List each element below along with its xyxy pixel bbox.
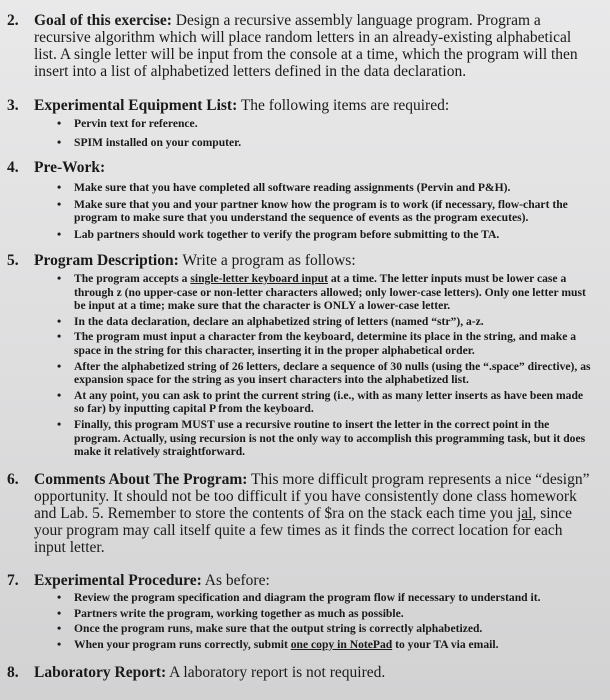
section-body [34,664,592,681]
bullet-icon: • [57,621,62,636]
bullet-icon: • [57,226,62,241]
list-item: • At any point, you can ask to print the current string (i.e., with as many letter inserts as have been made so far) by inputting capital P from the keyboard. [57,387,584,416]
bullet-icon: • [57,313,62,328]
section-text: The following items are required: [237,97,450,114]
section-text: Design a recursive assembly language program. Program a recursive algorithm which will place random letters in an already-existing alphabetical list. A single letter will be input from the console at a time, which the program will then insert into a list of alphabetized letters defined in the data declaration. [34,12,578,80]
section-number: 5. [7,252,19,269]
section-number: 4. [7,159,19,176]
section-heading: Comments About The Program: [34,471,248,488]
section-body [34,12,592,80]
jal-term: jal [516,505,533,522]
bullet-icon: • [57,358,62,373]
list-item: • Lab partners should work together to verify the program before submitting to the TA. [57,226,500,241]
section-text: Write a program as follows: [178,252,356,269]
section-body: Comments About The Program: This more difficult program represents a nice “design” opportunity. It should not be too difficult if you have consistently done class homework and Lab. 5. Remember to store the contents of $ra on the stack each time you jal, since your program may call itself quite a few times as it finds the correct location for each input letter. [34,471,590,556]
section-number: 6. [7,471,19,488]
list-item: • The program must input a character from the keyboard, determine its place in the string, and make a space in the string for this character, inserting it in the proper alphabetical order. [57,329,577,357]
bullet-icon: • [57,271,62,285]
bullet-icon: • [57,416,62,431]
list-item: • In the data declaration, declare an alphabetized string of letters (named “str”), a-z. [57,313,484,328]
section-number: 3. [7,97,19,114]
bullet-list [0,117,610,149]
section-heading: Pre-Work: [34,159,106,176]
bullet-icon: • [57,180,62,194]
section-text: As before: [201,572,270,589]
bullet-list [0,591,610,651]
bullet-icon: • [57,329,62,344]
list-item: • Partners write the program, working together as much as possible. [57,605,404,620]
list-item: • Pervin text for reference. [57,116,198,130]
single-letter-input-term: single-letter keyboard input [190,272,328,285]
section-heading: Experimental Procedure: [34,572,202,589]
list-item: • Finally, this program MUST use a recursive routine to insert the letter in the correct point in the program. Actually, using recursion is not the only way to accomplish this programming task, but it does make it relatively straightforward. [57,416,586,459]
list-item: • SPIM installed on your computer. [57,134,242,149]
section-body [34,97,592,114]
bullet-list [0,272,610,459]
notepad-term: one copy in NotePad [290,637,393,651]
section-text: A laboratory report is not required. [166,664,386,681]
section-number: 7. [7,572,19,589]
bullet-list [0,181,610,241]
list-item: • After the alphabetized string of 26 letters, declare a sequence of 30 nulls (using the “.space” directive), as expansion space for the string as you insert characters into the alphabetized list. [57,358,591,387]
section-body [34,159,592,176]
section-heading: Laboratory Report: [34,664,167,681]
list-item: • Make sure that you have completed all software reading assignments (Pervin and P&H). [57,180,511,194]
section-body [34,572,592,589]
list-item: • Once the program runs, make sure that the output string is correctly alphabetized. [57,621,483,636]
document-page [0,6,610,700]
list-item: • When your program runs correctly, submit one copy in NotePad to your TA via email. [57,636,499,651]
bullet-icon: • [57,134,62,149]
list-item: • Review the program specification and diagram the program flow if necessary to understand it. [57,590,541,604]
bullet-icon: • [57,196,62,211]
bullet-icon: • [57,605,62,620]
list-item: • Make sure that you and your partner know how the program is to work (if necessary, flow-chart the program to make sure that you understand the sequence of events as the program executes). [57,196,568,225]
section-heading: Program Description: [34,252,179,269]
section-heading: Experimental Equipment List: [34,97,238,114]
section-body [34,252,592,269]
bullet-icon: • [57,636,62,651]
bullet-icon: • [57,387,62,402]
section-heading: Goal of this exercise: [34,12,172,29]
bullet-icon: • [57,590,62,604]
section-number: 8. [7,664,19,681]
list-item: • The program accepts a single-letter keyboard input at a time. The letter inputs must be lower case a through z (no upper-case or non-letter characters allowed; only lower-case letters). Only one letter must be input at a time; make sure that the character is ONLY a lower-case letter. [57,271,586,313]
bullet-icon: • [57,116,62,130]
section-number: 2. [7,12,19,29]
